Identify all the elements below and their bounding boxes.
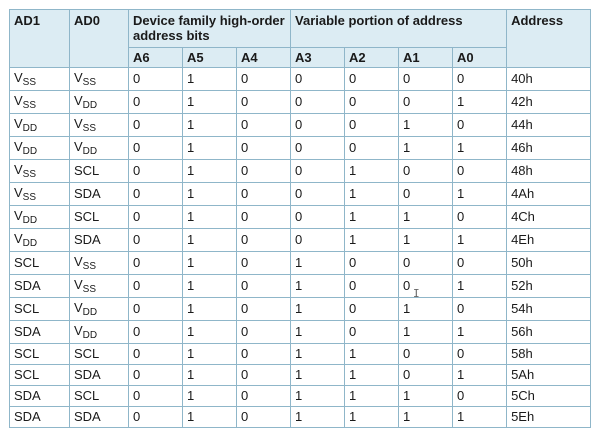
cell-a3: 1 xyxy=(291,365,345,386)
pin-name: V xyxy=(74,116,83,131)
cell-a2: 1 xyxy=(345,160,399,183)
cell-address: 5Ah xyxy=(507,365,591,386)
cell-a5: 1 xyxy=(183,206,237,229)
cell-a5: 1 xyxy=(183,407,237,428)
table-row xyxy=(10,160,591,183)
cell-a0: 1 xyxy=(453,365,507,386)
pin-name: SDA xyxy=(74,232,101,247)
cell-a0: 0 xyxy=(453,68,507,91)
cell-ad1 xyxy=(10,386,70,407)
cell-a6: 0 xyxy=(129,298,183,321)
cell-a2: 0 xyxy=(345,252,399,275)
cell-a5: 1 xyxy=(183,321,237,344)
address-table-container xyxy=(9,9,590,428)
cell-address: 5Ch xyxy=(507,386,591,407)
cell-a0: 1 xyxy=(453,183,507,206)
table-row xyxy=(10,91,591,114)
cell-a0: 1 xyxy=(453,275,507,298)
table-body xyxy=(10,68,591,428)
table-row xyxy=(10,298,591,321)
cell-ad1 xyxy=(10,344,70,365)
cell-a2: 1 xyxy=(345,183,399,206)
pin-name: SDA xyxy=(14,388,41,403)
pin-subscript: DD xyxy=(22,123,38,134)
pin-subscript: SS xyxy=(82,261,97,272)
cell-a5: 1 xyxy=(183,137,237,160)
cell-a4: 0 xyxy=(237,386,291,407)
cell-a1: 1 xyxy=(399,386,453,407)
cell-ad0 xyxy=(70,386,129,407)
cell-a4: 0 xyxy=(237,298,291,321)
pin-name: V xyxy=(14,162,23,177)
cell-a1: 1 xyxy=(399,206,453,229)
cell-ad1 xyxy=(10,407,70,428)
pin-name: V xyxy=(14,231,23,246)
cell-a1: 1 xyxy=(399,114,453,137)
cell-a3: 0 xyxy=(291,114,345,137)
cell-a2: 1 xyxy=(345,386,399,407)
table-row xyxy=(10,344,591,365)
header-a5: A5 xyxy=(183,48,237,68)
header-a0: A0 xyxy=(453,48,507,68)
table-row xyxy=(10,365,591,386)
cell-address: 4Ah xyxy=(507,183,591,206)
cell-a3: 0 xyxy=(291,137,345,160)
cell-address: 44h xyxy=(507,114,591,137)
cell-a6: 0 xyxy=(129,68,183,91)
pin-subscript: SS xyxy=(22,169,37,180)
cell-a2: 1 xyxy=(345,407,399,428)
cell-a0: 0 xyxy=(453,206,507,229)
cell-a3: 1 xyxy=(291,386,345,407)
pin-name: V xyxy=(74,70,83,85)
pin-subscript: SS xyxy=(22,77,37,88)
cell-a0: 1 xyxy=(453,321,507,344)
pin-name: SDA xyxy=(74,409,101,424)
cell-a5: 1 xyxy=(183,365,237,386)
cell-a3: 0 xyxy=(291,183,345,206)
cell-a5: 1 xyxy=(183,160,237,183)
pin-subscript: SS xyxy=(22,100,37,111)
cell-a3: 1 xyxy=(291,407,345,428)
cell-ad1 xyxy=(10,275,70,298)
cell-ad0 xyxy=(70,344,129,365)
cell-address: 54h xyxy=(507,298,591,321)
pin-subscript: DD xyxy=(22,238,38,249)
pin-subscript: DD xyxy=(82,330,98,341)
cell-address: 5Eh xyxy=(507,407,591,428)
header-ad0: AD0 xyxy=(70,10,129,68)
cell-a6: 0 xyxy=(129,275,183,298)
pin-name: V xyxy=(74,93,83,108)
cell-a0: 0 xyxy=(453,160,507,183)
cell-a2: 0 xyxy=(345,298,399,321)
pin-name: V xyxy=(14,93,23,108)
cell-a1: 0 xyxy=(399,68,453,91)
cell-a1: 1 xyxy=(399,137,453,160)
cell-a1: 1 xyxy=(399,298,453,321)
cell-ad0 xyxy=(70,183,129,206)
cell-ad0 xyxy=(70,160,129,183)
cell-a5: 1 xyxy=(183,252,237,275)
cell-ad0 xyxy=(70,321,129,344)
cell-a1: 1 xyxy=(399,229,453,252)
cell-a5: 1 xyxy=(183,275,237,298)
cell-address: 46h xyxy=(507,137,591,160)
cell-ad1 xyxy=(10,229,70,252)
header-address: Address xyxy=(507,10,591,68)
cell-ad0 xyxy=(70,68,129,91)
cell-a1: 0 xyxy=(399,252,453,275)
cell-a6: 0 xyxy=(129,344,183,365)
cell-ad1 xyxy=(10,183,70,206)
table-row xyxy=(10,114,591,137)
table-row xyxy=(10,386,591,407)
cell-a6: 0 xyxy=(129,91,183,114)
cell-a3: 0 xyxy=(291,229,345,252)
header-a3: A3 xyxy=(291,48,345,68)
table-row xyxy=(10,275,591,298)
pin-name: SCL xyxy=(74,209,100,224)
cell-a0: 0 xyxy=(453,386,507,407)
cell-a2: 0 xyxy=(345,321,399,344)
pin-name: SCL xyxy=(14,255,40,270)
cell-a4: 0 xyxy=(237,275,291,298)
cell-a6: 0 xyxy=(129,321,183,344)
table-row xyxy=(10,321,591,344)
pin-name: SDA xyxy=(14,409,41,424)
header-ad1: AD1 xyxy=(10,10,70,68)
cell-a6: 0 xyxy=(129,206,183,229)
cell-a6: 0 xyxy=(129,229,183,252)
cell-address: 48h xyxy=(507,160,591,183)
cell-address: 58h xyxy=(507,344,591,365)
cell-a0: 1 xyxy=(453,407,507,428)
cell-a3: 1 xyxy=(291,275,345,298)
header-row-top xyxy=(10,10,591,48)
pin-subscript: DD xyxy=(22,146,38,157)
cell-a0: 1 xyxy=(453,229,507,252)
cell-ad1 xyxy=(10,160,70,183)
cell-a5: 1 xyxy=(183,298,237,321)
cell-address: 56h xyxy=(507,321,591,344)
header-a2: A2 xyxy=(345,48,399,68)
cell-ad0 xyxy=(70,252,129,275)
pin-name: SDA xyxy=(74,367,101,382)
cell-a2: 1 xyxy=(345,344,399,365)
pin-name: V xyxy=(14,185,23,200)
cell-a4: 0 xyxy=(237,229,291,252)
cell-address: 40h xyxy=(507,68,591,91)
pin-name: SCL xyxy=(74,388,100,403)
cell-a3: 0 xyxy=(291,91,345,114)
cell-a4: 0 xyxy=(237,407,291,428)
cell-ad1 xyxy=(10,252,70,275)
cell-a6: 0 xyxy=(129,114,183,137)
cell-a3: 1 xyxy=(291,344,345,365)
cell-ad0 xyxy=(70,114,129,137)
cell-a0: 0 xyxy=(453,252,507,275)
pin-name: SDA xyxy=(14,324,41,339)
cell-a3: 1 xyxy=(291,252,345,275)
cell-a1: 1 xyxy=(399,407,453,428)
cell-a6: 0 xyxy=(129,137,183,160)
cell-address: 50h xyxy=(507,252,591,275)
pin-name: SCL xyxy=(74,163,100,178)
cell-a4: 0 xyxy=(237,321,291,344)
cell-ad1 xyxy=(10,298,70,321)
pin-name: V xyxy=(14,208,23,223)
text-cursor-icon: I xyxy=(413,287,420,300)
pin-name: V xyxy=(14,70,23,85)
cell-a0: 1 xyxy=(453,137,507,160)
cell-a2: 0 xyxy=(345,114,399,137)
pin-subscript: DD xyxy=(22,215,38,226)
cell-a5: 1 xyxy=(183,68,237,91)
cell-ad0 xyxy=(70,365,129,386)
cell-a2: 1 xyxy=(345,206,399,229)
cell-ad1 xyxy=(10,68,70,91)
cell-address: 4Eh xyxy=(507,229,591,252)
cell-a4: 0 xyxy=(237,68,291,91)
cell-a6: 0 xyxy=(129,183,183,206)
cell-address: 52h xyxy=(507,275,591,298)
cell-address: 4Ch xyxy=(507,206,591,229)
header-a6: A6 xyxy=(129,48,183,68)
cell-a3: 1 xyxy=(291,321,345,344)
cell-a2: 0 xyxy=(345,275,399,298)
header-variable-portion: Variable portion of address xyxy=(291,10,507,48)
cell-a1: 0 xyxy=(399,365,453,386)
cell-a6: 0 xyxy=(129,160,183,183)
cell-a3: 0 xyxy=(291,160,345,183)
cell-ad1 xyxy=(10,137,70,160)
cell-a4: 0 xyxy=(237,365,291,386)
pin-name: SCL xyxy=(74,346,100,361)
header-a4: A4 xyxy=(237,48,291,68)
table-row xyxy=(10,206,591,229)
pin-name: SCL xyxy=(14,301,40,316)
cell-a0: 1 xyxy=(453,91,507,114)
pin-subscript: SS xyxy=(82,284,97,295)
cell-a2: 1 xyxy=(345,365,399,386)
cell-a4: 0 xyxy=(237,91,291,114)
cell-a1: 0 xyxy=(399,344,453,365)
cell-a0: 0 xyxy=(453,114,507,137)
pin-name: SCL xyxy=(14,367,40,382)
cell-ad1 xyxy=(10,114,70,137)
cell-a6: 0 xyxy=(129,407,183,428)
pin-subscript: DD xyxy=(82,146,98,157)
cell-a4: 0 xyxy=(237,344,291,365)
cell-a4: 0 xyxy=(237,114,291,137)
cell-a3: 0 xyxy=(291,68,345,91)
cell-a2: 0 xyxy=(345,91,399,114)
cell-a3: 1 xyxy=(291,298,345,321)
pin-subscript: SS xyxy=(22,192,37,203)
cell-ad1 xyxy=(10,206,70,229)
cell-a1: 0 xyxy=(399,183,453,206)
cell-a5: 1 xyxy=(183,229,237,252)
cell-a1: 0 xyxy=(399,160,453,183)
pin-subscript: SS xyxy=(82,123,97,134)
cell-ad0 xyxy=(70,275,129,298)
cell-a5: 1 xyxy=(183,386,237,407)
cell-ad0 xyxy=(70,407,129,428)
cell-ad1 xyxy=(10,321,70,344)
cell-a5: 1 xyxy=(183,183,237,206)
pin-name: V xyxy=(74,277,83,292)
cell-a0: 0 xyxy=(453,344,507,365)
cell-ad1 xyxy=(10,91,70,114)
pin-name: SDA xyxy=(74,186,101,201)
cell-a5: 1 xyxy=(183,114,237,137)
cell-ad1 xyxy=(10,365,70,386)
cell-a4: 0 xyxy=(237,137,291,160)
cell-a0: 0 xyxy=(453,298,507,321)
cell-a6: 0 xyxy=(129,365,183,386)
cell-ad0 xyxy=(70,137,129,160)
header-device-family: Device family high-order address bits xyxy=(129,10,291,48)
table-row xyxy=(10,252,591,275)
pin-name: V xyxy=(74,254,83,269)
cell-ad0 xyxy=(70,206,129,229)
table-row xyxy=(10,68,591,91)
cell-a4: 0 xyxy=(237,252,291,275)
cell-a2: 1 xyxy=(345,229,399,252)
pin-name: V xyxy=(74,323,83,338)
cell-address: 42h xyxy=(507,91,591,114)
address-table xyxy=(9,9,591,428)
cell-a2: 0 xyxy=(345,137,399,160)
cell-a6: 0 xyxy=(129,386,183,407)
table-row xyxy=(10,137,591,160)
cell-a4: 0 xyxy=(237,206,291,229)
cell-a5: 1 xyxy=(183,91,237,114)
pin-name: V xyxy=(14,139,23,154)
cell-ad0 xyxy=(70,91,129,114)
table-row xyxy=(10,229,591,252)
cell-a1: 1 xyxy=(399,321,453,344)
pin-name: V xyxy=(14,116,23,131)
cell-a4: 0 xyxy=(237,160,291,183)
cell-a2: 0 xyxy=(345,68,399,91)
cell-a1: 0 xyxy=(399,275,453,298)
pin-name: SCL xyxy=(14,346,40,361)
cell-a6: 0 xyxy=(129,252,183,275)
pin-name: V xyxy=(74,139,83,154)
pin-name: SDA xyxy=(14,278,41,293)
cell-a5: 1 xyxy=(183,344,237,365)
pin-subscript: SS xyxy=(82,77,97,88)
cell-ad0 xyxy=(70,229,129,252)
pin-name: V xyxy=(74,300,83,315)
pin-subscript: DD xyxy=(82,100,98,111)
pin-subscript: DD xyxy=(82,307,98,318)
cell-a4: 0 xyxy=(237,183,291,206)
cell-ad0 xyxy=(70,298,129,321)
header-a1: A1 xyxy=(399,48,453,68)
cell-a3: 0 xyxy=(291,206,345,229)
cell-a1: 0 xyxy=(399,91,453,114)
table-row xyxy=(10,183,591,206)
table-row xyxy=(10,407,591,428)
